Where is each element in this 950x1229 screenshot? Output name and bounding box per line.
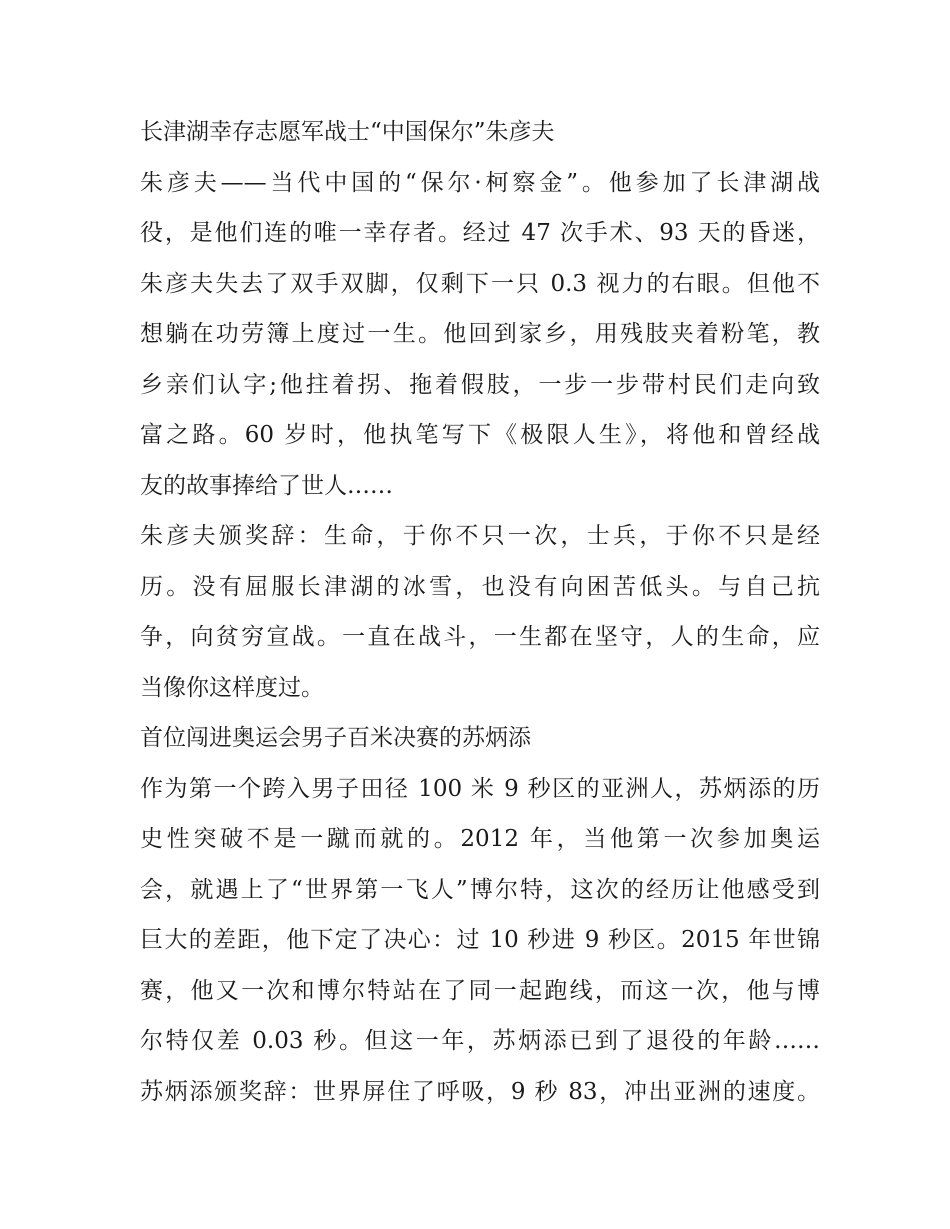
paragraph-line: 想躺在功劳簿上度过一生。他回到家乡，用残肢夹着粉笔，教	[140, 321, 820, 347]
award-citation-line: 当像你这样度过。	[140, 674, 324, 701]
paragraph-line: 史性突破不是一蹴而就的。2012 年，当他第一次参加奥运	[140, 826, 820, 852]
paragraph-line: 巨大的差距，他下定了决心：过 10 秒进 9 秒区。2015 年世锦	[140, 927, 820, 953]
document-body	[140, 107, 820, 1117]
paragraph-line: 尔特仅差 0.03 秒。但这一年，苏炳添已到了退役的年龄……	[140, 1028, 820, 1054]
award-citation-line: 苏炳添颁奖辞：世界屏住了呼吸，9 秒 83，冲出亚洲的速度。	[140, 1078, 820, 1105]
section-title-zhu-yanfu: 长津湖幸存志愿军战士“中国保尔”朱彦夫	[140, 119, 555, 145]
paragraph-line: 朱彦夫——当代中国的“保尔·柯察金”。他参加了长津湖战	[140, 169, 820, 196]
award-citation-line: 朱彦夫颁奖辞：生命，于你不只一次，士兵，于你不只是经	[140, 523, 820, 549]
award-citation-line: 历。没有屈服长津湖的冰雪，也没有向困苦低头。与自己抗	[140, 573, 820, 600]
paragraph-line: 友的故事捧给了世人……	[140, 472, 393, 499]
paragraph-line: 赛，他又一次和博尔特站在了同一起跑线，而这一次，他与博	[140, 977, 820, 1004]
paragraph-line: 乡亲们认字;他拄着拐、拖着假肢，一步一步带村民们走向致	[140, 371, 820, 398]
paragraph-line: 作为第一个跨入男子田径 100 米 9 秒区的亚洲人，苏炳添的历	[140, 775, 820, 802]
paragraph-line: 朱彦夫失去了双手双脚，仅剩下一只 0.3 视力的右眼。但他不	[140, 270, 820, 297]
paragraph-line: 会，就遇上了“世界第一飞人”博尔特，这次的经历让他感受到	[140, 876, 820, 903]
award-citation-line: 争，向贫穷宣战。一直在战斗，一生都在坚守，人的生命，应	[140, 624, 820, 650]
section-title-su-bingtian: 首位闯进奥运会男子百米决赛的苏炳添	[140, 725, 531, 751]
paragraph-line: 富之路。60 岁时，他执笔写下《极限人生》，将他和曾经战	[140, 422, 820, 448]
paragraph-line: 役，是他们连的唯一幸存者。经过 47 次手术、93 天的昏迷，	[140, 220, 820, 246]
